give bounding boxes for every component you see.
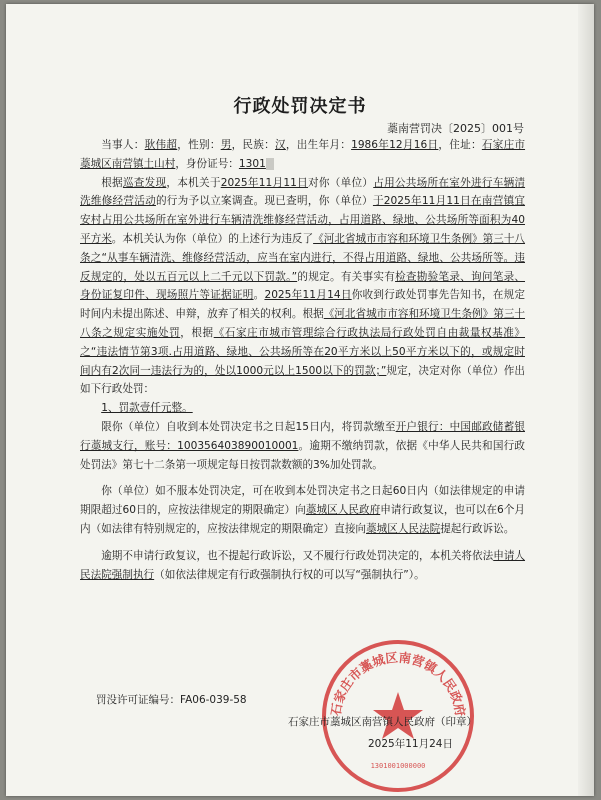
party-address: 石家庄市藁城区南营镇土山村 (80, 139, 526, 170)
party-id-number: 1301 (238, 157, 266, 170)
case-description: 占用公共场所在室外进行车辆清洗维修经营活动 (80, 176, 526, 208)
seal-text: 石家庄市藁城区南营镇人民政府 (327, 649, 469, 718)
text-fragment: 的规定。有关事实有 (297, 270, 396, 283)
enforcement-method: 申请人民法院强制执行 (80, 549, 526, 581)
seal-code: 1301001000000 (370, 762, 426, 770)
text-fragment: 。 (253, 289, 265, 302)
document-body (80, 136, 525, 584)
document-page (6, 4, 594, 796)
permit-number: 罚没许可证编号：FA06-039-58 (96, 694, 247, 706)
violated-law: 《河北省城市市容和环境卫生条例》第三十八条之“从事车辆清洗、维修经营活动，应当在室内进行，不得占用道路、绿地、公共场所等。违反规定的，处以五百元以上二千元以下罚款。” (80, 232, 526, 283)
text-fragment: 申请行政复议，也可以在6个月内（如法律有特别规定的，应按法律规定的期限确定）直接向 (80, 504, 525, 535)
label-ethnicity: ，民族： (231, 139, 276, 151)
text-fragment: 根据 (101, 176, 123, 189)
appeal-paragraph (80, 482, 525, 538)
document-number: 藁南营罚决〔2025〕001号 (387, 122, 524, 135)
label-address: ，住址： (438, 139, 482, 151)
issuing-organization: 石家庄市藁城区南营镇人民政府（印章） (288, 716, 477, 728)
label-id: ，身份证号： (175, 157, 239, 170)
text-fragment: 。逾期不缴纳罚款，依据《中华人民共和国行政处罚法》第七十二条第一项规定每日按罚款数额的3%加处罚款。 (80, 439, 526, 471)
text-fragment: 规定，决定对你（单位）作出如下行政处罚： (80, 364, 525, 396)
bank-account: 开户银行：中国邮政储蓄银行藁城支行，账号：100356403890010001 (80, 420, 525, 452)
decision-item (80, 399, 525, 418)
text-fragment: ，根据 (180, 326, 214, 339)
party-ethnicity: 汉 (275, 139, 286, 151)
penalty-item: 1、罚款壹仟元整。 (101, 402, 193, 415)
party-info (80, 136, 525, 174)
text-fragment: 的行为予以立案调查。现已查明，你（单位） (155, 195, 373, 208)
payment-paragraph (80, 418, 525, 474)
text-fragment: 对你（单位） (308, 176, 374, 189)
notice-date: 2025年11月14日 (264, 289, 352, 302)
case-finding: 于2025年11月11日在南营镇宜安村占用公共场所在室外进行车辆清洗维修经营活动，占用道路、绿地、公共场所等面积为40平方米 (80, 195, 526, 245)
text-fragment: 你（单位）如不服本处罚决定，可在收到本处罚决定书之日起60日内（如法律规定的申请期限超过60日的，应按法律规定的期限确定）向 (80, 485, 525, 517)
party-gender: 男 (220, 139, 232, 151)
facts-paragraph (80, 174, 525, 400)
filing-date: 2025年11月11日 (220, 176, 309, 189)
review-authority: 藁城区人民政府 (305, 504, 381, 517)
label-birth: ，出生年月： (285, 139, 352, 151)
text-fragment: 。本机关认为你（单位）的上述行为违反了 (111, 232, 314, 245)
case-source: 巡查发现 (122, 176, 167, 189)
label-party: 当事人： (101, 139, 145, 151)
penalty-basis: 《河北省城市市容和环境卫生条例》第三十八条之规定实施处罚 (80, 308, 526, 339)
spacer (80, 539, 525, 547)
page-edge-shadow (578, 4, 594, 796)
text-fragment: 提起行政诉讼。 (440, 522, 515, 535)
text-fragment: 逾期不申请行政复议，也不提起行政诉讼，又不履行行政处罚决定的，本机关将依法 (101, 549, 494, 562)
redacted-mark (266, 158, 274, 170)
text-fragment: （如依法律规定有行政强制执行权的可以写“强制执行”）。 (154, 568, 425, 581)
party-birth: 1986年12月16日 (351, 139, 439, 151)
court-name: 藁城区人民法院 (366, 522, 441, 535)
spacer (80, 474, 525, 482)
text-fragment: 限你（单位）自收到本处罚决定书之日起15日内，将罚款缴至 (101, 420, 396, 433)
text-fragment: ，本机关于 (166, 176, 221, 189)
text-fragment: 你收到行政处罚事先告知书，在规定时间内未提出陈述、申辩，放弃了相关的权利。根据 (80, 289, 526, 321)
issue-date: 2025年11月24日 (368, 738, 453, 750)
discretion-standard: 《石家庄市城市管理综合行政执法局行政处罚自由裁量权基准》之“违法情节第3项.占用道路、绿地、公共场所等在20平方米以上50平方米以下的，或规定时间内有2次同一违法行为的，处以1000元以上1500以下的罚款；” (80, 326, 526, 377)
evidence-list: 检查勘验笔录、询问笔录、身份证复印件、现场照片等证据证明 (80, 270, 526, 302)
document-title: 行政处罚决定书 (233, 96, 367, 117)
enforcement-paragraph (80, 547, 525, 585)
party-name: 耿伟超 (144, 139, 178, 151)
label-gender: ，性别： (177, 139, 221, 151)
